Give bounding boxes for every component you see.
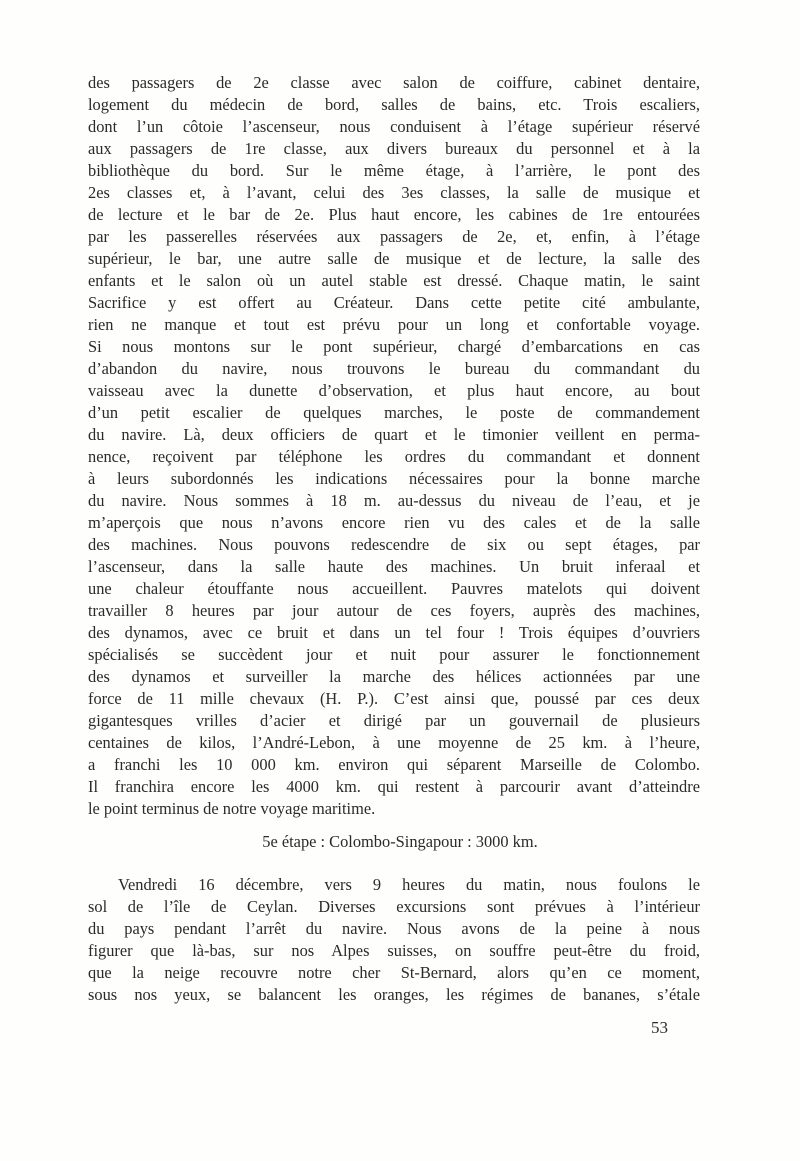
text-line: des passagers de 2e classe avec salon de coiffure, cabinet dentaire,: [88, 73, 700, 92]
paragraph-colombo-arrival: [88, 874, 700, 1006]
text-line: du navire. Nous sommes à 18 m. au-dessus du niveau de l’eau, et je: [88, 491, 700, 510]
text-line: des dynamos et surveiller la marche des hélices actionnées par une: [88, 667, 700, 686]
text-line: du navire. Là, deux officiers de quart et le timonier veillent en perma-: [88, 425, 700, 444]
text-line: enfants et le salon où un autel stable est dressé. Chaque matin, le saint: [88, 271, 700, 290]
text-line: logement du médecin de bord, salles de bains, etc. Trois escaliers,: [88, 95, 700, 114]
text-line: d’un petit escalier de quelques marches, le poste de commandement: [88, 403, 700, 422]
text-line: Vendredi 16 décembre, vers 9 heures du matin, nous foulons le: [118, 875, 700, 894]
text-line: l’ascenseur, dans la salle haute des machines. Un bruit inferaal et: [88, 557, 700, 576]
text-line: dont l’un côtoie l’ascenseur, nous conduisent à l’étage supérieur réservé: [88, 117, 700, 136]
text-line: force de 11 mille chevaux (H. P.). C’est ainsi que, poussé par ces deux: [88, 689, 700, 708]
text-line: figurer que là-bas, sur nos Alpes suisses, on souffre peut-être du froid,: [88, 941, 700, 960]
text-line: du pays pendant l’arrêt du navire. Nous avons de la peine à nous: [88, 919, 700, 938]
text-line: nence, reçoivent par téléphone les ordres du commandant et donnent: [88, 447, 700, 466]
text-line: Sacrifice y est offert au Créateur. Dans cette petite cité ambulante,: [88, 293, 700, 312]
text-line: d’abandon du navire, nous trouvons le bureau du commandant du: [88, 359, 700, 378]
text-line: de lecture et le bar de 2e. Plus haut encore, les cabines de 1re entourées: [88, 205, 700, 224]
text-line: une chaleur étouffante nous accueillent. Pauvres matelots qui doivent: [88, 579, 700, 598]
text-line: gigantesques vrilles d’acier et dirigé par un gouvernail de plusieurs: [88, 711, 700, 730]
text-line: vaisseau avec la dunette d’observation, et plus haut encore, au bout: [88, 381, 700, 400]
text-line: 2es classes et, à l’avant, celui des 3es classes, la salle de musique et: [88, 183, 700, 202]
text-line: Il franchira encore les 4000 km. qui restent à parcourir avant d’atteindre: [88, 777, 700, 796]
text-line: aux passagers de 1re classe, aux divers bureaux du personnel et à la: [88, 139, 700, 158]
text-line: par les passerelles réservées aux passagers de 2e, et, enfin, à l’étage: [88, 227, 700, 246]
text-line: que la neige recouvre notre cher St-Bernard, alors qu’en ce moment,: [88, 963, 700, 982]
text-line: à leurs subordonnés les indications nécessaires pour la bonne marche: [88, 469, 700, 488]
text-line: Si nous montons sur le pont supérieur, chargé d’embarcations en cas: [88, 337, 700, 356]
text-line: sous nos yeux, se balancent les oranges, les régimes de bananes, s’étale: [88, 985, 700, 1004]
text-line: supérieur, le bar, une autre salle de musique et de lecture, la salle des: [88, 249, 700, 268]
text-line: le point terminus de notre voyage maritime.: [88, 799, 376, 818]
text-line: rien ne manque et tout est prévu pour un long et confortable voyage.: [88, 315, 700, 334]
text-line: travailler 8 heures par jour autour de ces foyers, auprès des machines,: [88, 601, 700, 620]
text-line: sol de l’île de Ceylan. Diverses excursions sont prévues à l’intérieur: [88, 897, 700, 916]
text-line: centaines de kilos, l’André-Lebon, à une moyenne de 25 km. à l’heure,: [88, 733, 700, 752]
section-heading: 5e étape : Colombo-Singapour : 3000 km.: [262, 832, 538, 851]
page-number: 53: [651, 1018, 668, 1037]
text-line: bibliothèque du bord. Sur le même étage, à l’arrière, le pont des: [88, 161, 700, 180]
text-line: a franchi les 10 000 km. environ qui séparent Marseille de Colombo.: [88, 755, 700, 774]
text-line: m’aperçois que nous n’avons encore rien vu des cales et de la salle: [88, 513, 700, 532]
text-line: des machines. Nous pouvons redescendre de six ou sept étages, par: [88, 535, 700, 554]
text-line: des dynamos, avec ce bruit et dans un tel four ! Trois équipes d’ouvriers: [88, 623, 700, 642]
paragraph-ship-description: [88, 72, 700, 820]
text-line: spécialisés se succèdent jour et nuit pour assurer le fonctionnement: [88, 645, 700, 664]
